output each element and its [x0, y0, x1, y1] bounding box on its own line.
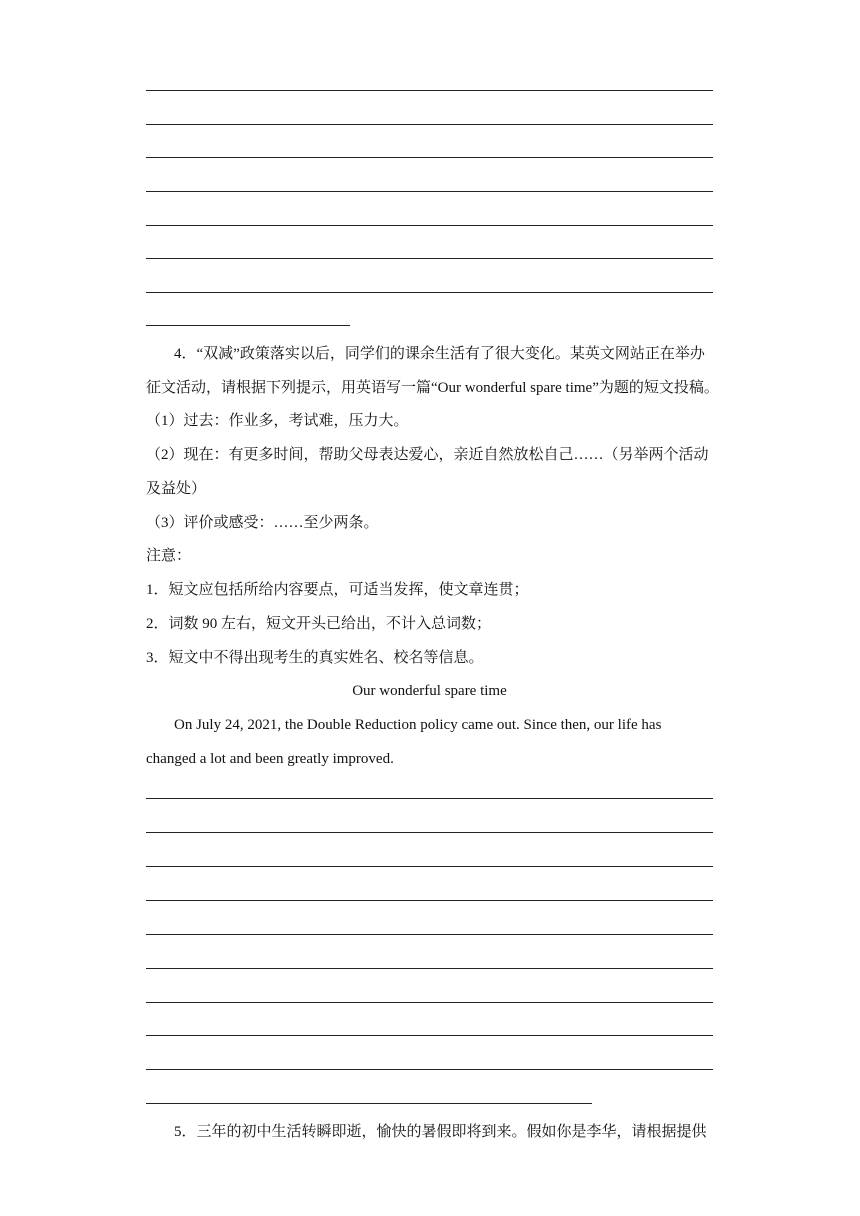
answer-line: [146, 225, 713, 226]
answer-line-short: [146, 1103, 592, 1104]
essay-start-line-1: On July 24, 2021, the Double Reduction policy came out. Since then, our life has: [174, 717, 662, 733]
q4-prompt-line-1: 4．“双减”政策落实以后，同学们的课余生活有了很大变化。某英文网站正在举办: [174, 346, 705, 362]
answer-line: [146, 968, 713, 969]
q4-hint-2a: （2）现在：有更多时间，帮助父母表达爱心，亲近自然放松自己……（另举两个活动: [146, 447, 709, 463]
answer-line: [146, 292, 713, 293]
answer-line: [146, 1002, 713, 1003]
q4-note-label: 注意：: [146, 548, 192, 564]
q4-note-3: 3．短文中不得出现考生的真实姓名、校名等信息。: [146, 650, 484, 666]
answer-line: [146, 191, 713, 192]
answer-line: [146, 900, 713, 901]
answer-line-short: [146, 325, 350, 326]
essay-start-line-2: changed a lot and been greatly improved.: [146, 751, 394, 767]
answer-line: [146, 832, 713, 833]
q4-hint-2b: 及益处）: [146, 481, 207, 497]
q5-prompt-line-1: 5．三年的初中生活转瞬即逝，愉快的暑假即将到来。假如你是李华，请根据提供: [174, 1124, 707, 1140]
answer-line: [146, 934, 713, 935]
answer-line: [146, 90, 713, 91]
essay-title: Our wonderful spare time: [352, 683, 507, 699]
answer-line: [146, 1035, 713, 1036]
answer-line: [146, 798, 713, 799]
answer-line: [146, 1069, 713, 1070]
answer-line: [146, 866, 713, 867]
answer-line: [146, 258, 713, 259]
answer-line: [146, 157, 713, 158]
q4-prompt-line-2: 征文活动，请根据下列提示，用英语写一篇“Our wonderful spare time”为题的短文投稿。: [146, 380, 719, 396]
q4-note-1: 1．短文应包括所给内容要点，可适当发挥，使文章连贯；: [146, 582, 529, 598]
q4-hint-1: （1）过去：作业多，考试难，压力大。: [146, 413, 409, 429]
q4-hint-3: （3）评价或感受：……至少两条。: [146, 515, 379, 531]
q4-note-2: 2．词数 90 左右，短文开头已给出，不计入总词数；: [146, 616, 492, 632]
answer-line: [146, 124, 713, 125]
